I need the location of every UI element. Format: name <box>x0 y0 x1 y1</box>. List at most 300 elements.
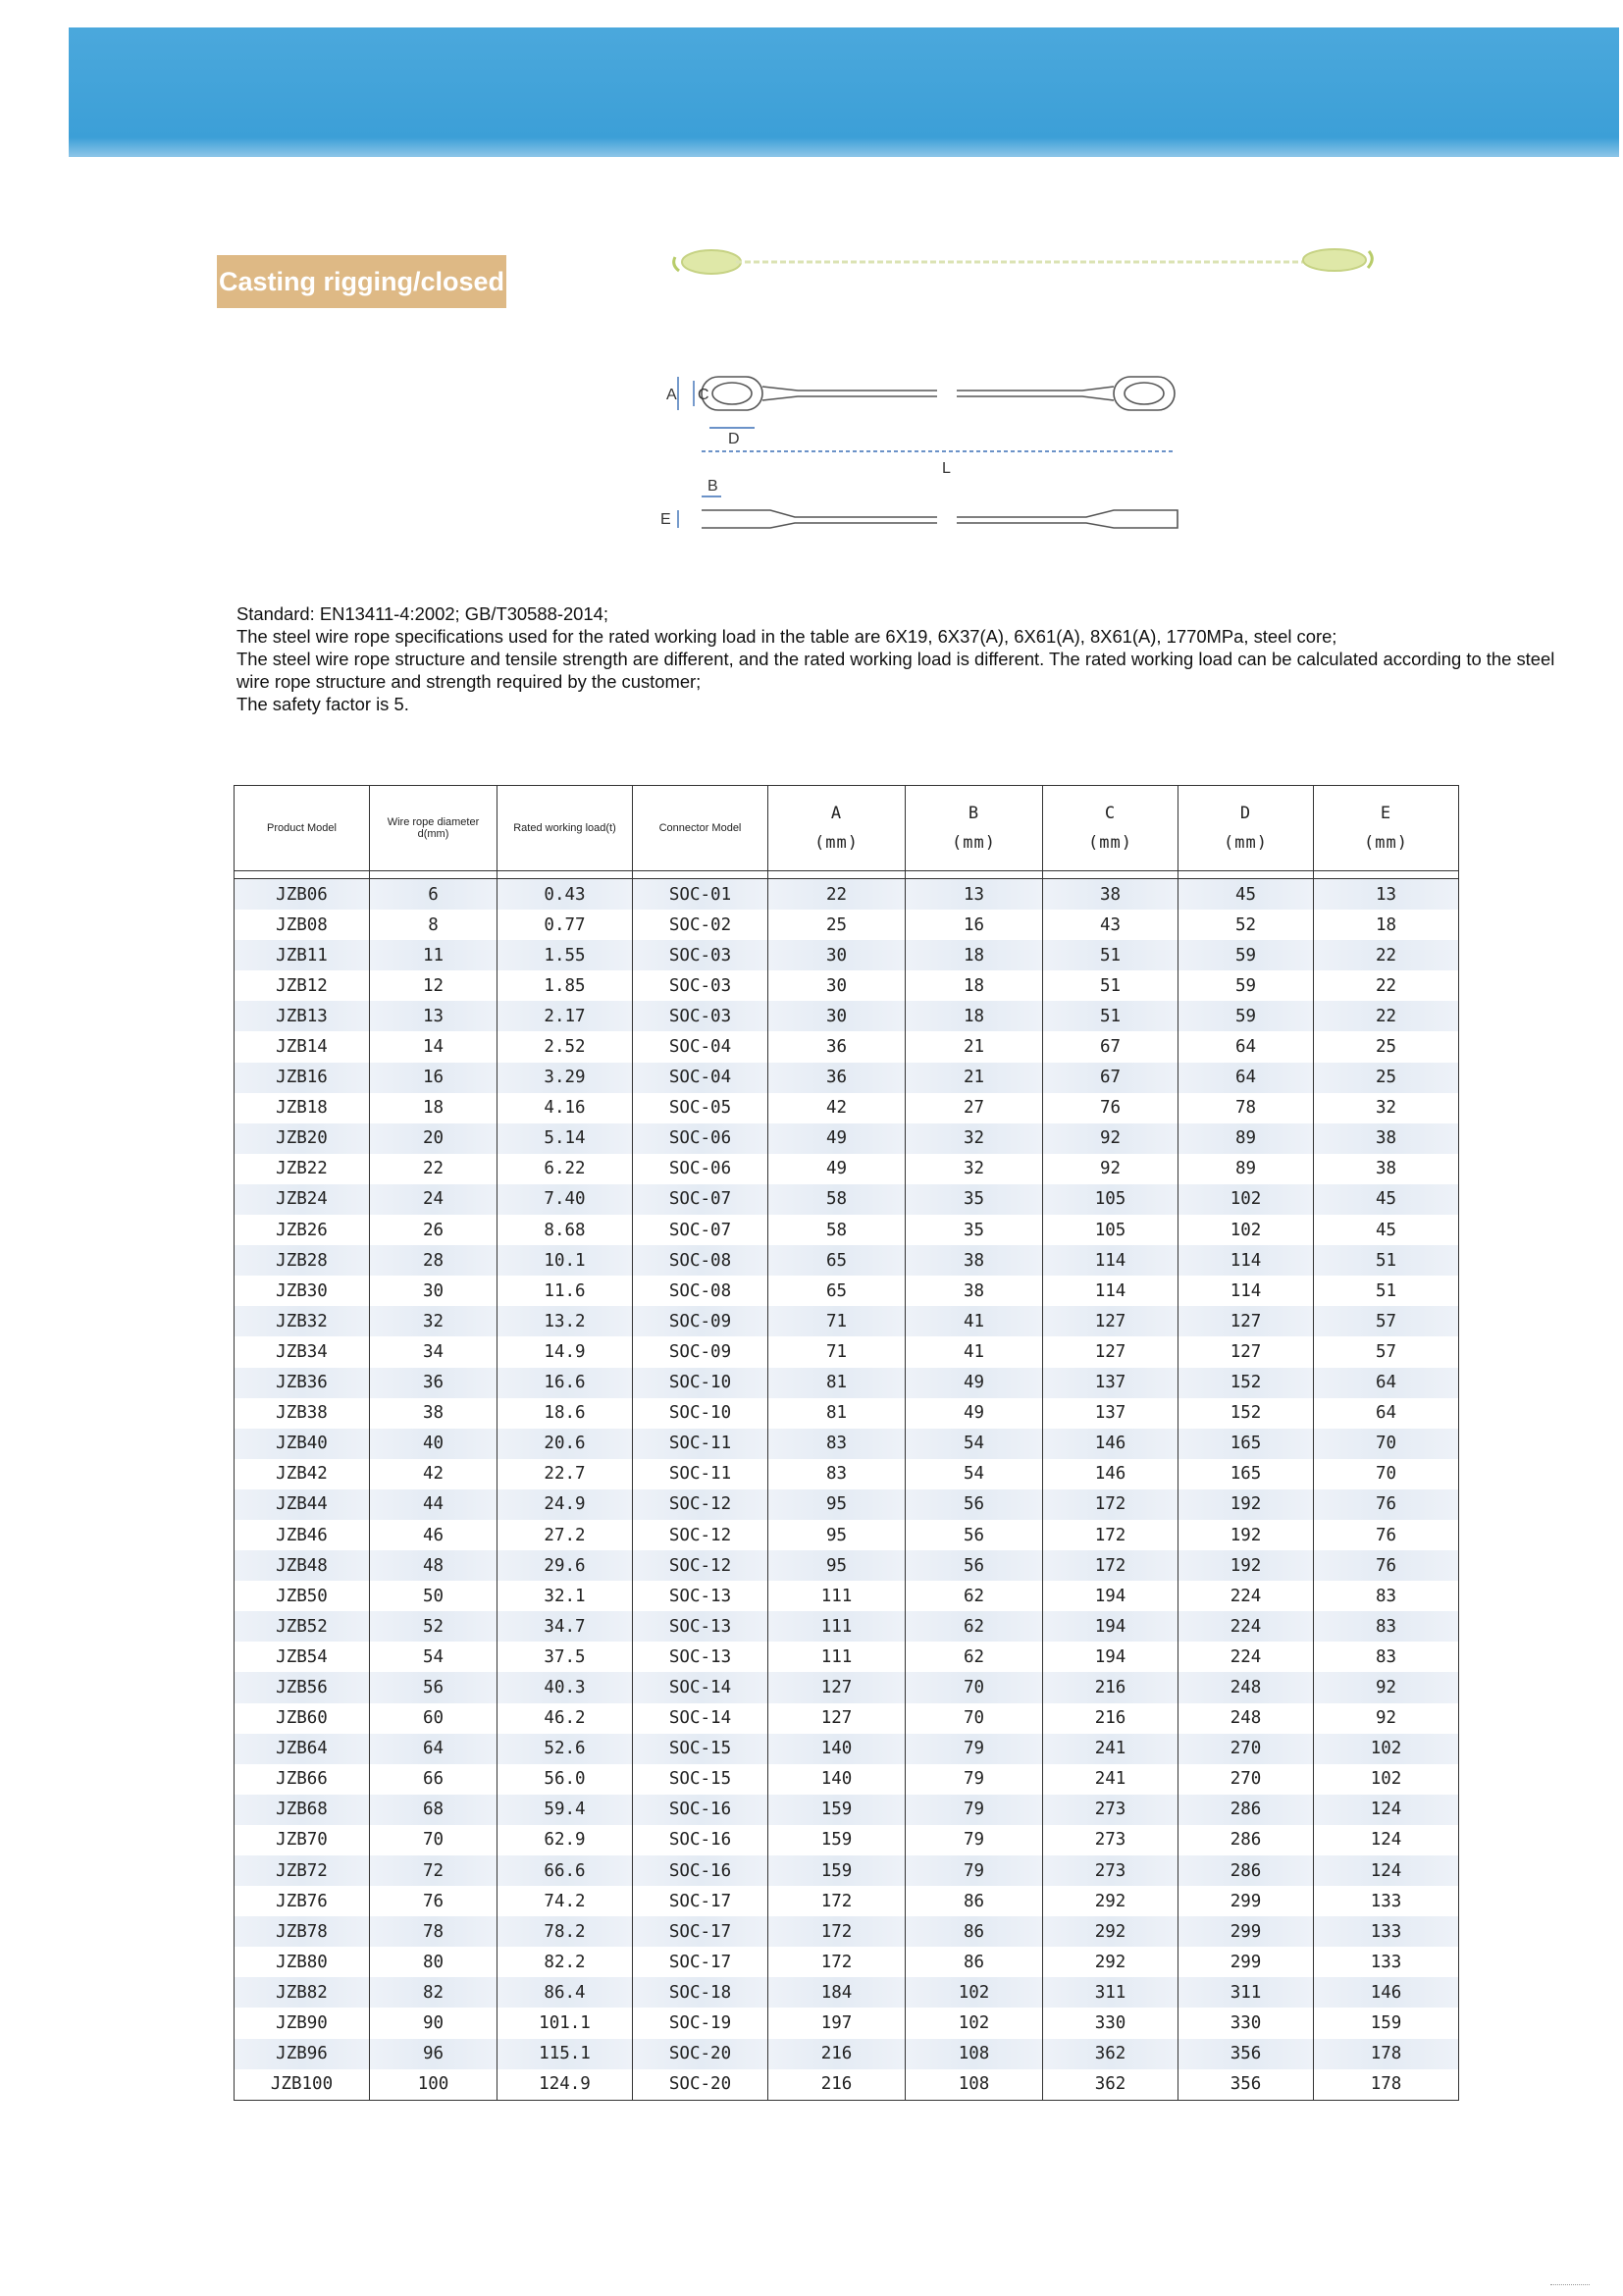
cell-wire-diameter: 78 <box>370 1916 497 1947</box>
cell-dim-c: 146 <box>1043 1459 1178 1489</box>
table-row <box>235 1977 1459 2008</box>
cell-dim-a: 25 <box>768 910 906 940</box>
cell-dim-c: 273 <box>1043 1795 1178 1825</box>
cell-connector-model: SOC-04 <box>633 1031 768 1062</box>
cell-rated-load: 66.6 <box>497 1855 633 1886</box>
cell-wire-diameter: 36 <box>370 1368 497 1398</box>
table-row <box>235 940 1459 970</box>
table-row <box>235 1703 1459 1734</box>
cell-product-model: JZB76 <box>235 1886 370 1916</box>
cell-product-model: JZB90 <box>235 2008 370 2038</box>
label-c: C <box>698 387 709 403</box>
cell-connector-model: SOC-06 <box>633 1154 768 1184</box>
cell-dim-b: 108 <box>906 2039 1043 2069</box>
cell-rated-load: 115.1 <box>497 2039 633 2069</box>
cell-connector-model: SOC-17 <box>633 1947 768 1977</box>
header-a: A (mm) <box>768 786 906 871</box>
cell-dim-e: 70 <box>1314 1459 1459 1489</box>
cell-wire-diameter: 28 <box>370 1245 497 1276</box>
cell-dim-e: 57 <box>1314 1306 1459 1336</box>
cell-wire-diameter: 32 <box>370 1306 497 1336</box>
table-row <box>235 1429 1459 1459</box>
note-rope-spec: The steel wire rope specifications used for the rated working load in the table are 6X19, 6X37(A), 6X61(A), 8X61(A), 1770MPa, steel core; <box>236 626 1337 647</box>
cell-connector-model: SOC-03 <box>633 1001 768 1031</box>
cell-connector-model: SOC-07 <box>633 1215 768 1245</box>
cell-rated-load: 3.29 <box>497 1063 633 1093</box>
cell-dim-d: 89 <box>1178 1154 1314 1184</box>
cell-dim-e: 133 <box>1314 1886 1459 1916</box>
cell-product-model: JZB96 <box>235 2039 370 2069</box>
product-photo <box>667 235 1384 285</box>
header-d: D (mm) <box>1178 786 1314 871</box>
cell-dim-b: 35 <box>906 1215 1043 1245</box>
table-row <box>235 1245 1459 1276</box>
cell-dim-e: 22 <box>1314 970 1459 1001</box>
cell-wire-diameter: 44 <box>370 1489 497 1520</box>
cell-dim-b: 41 <box>906 1336 1043 1367</box>
note-structure: The steel wire rope structure and tensile strength are different, and the rated working load is different. The rated working load can be calculated according to the steel wire rope structure and strength required by the customer; <box>236 649 1555 692</box>
cell-rated-load: 6.22 <box>497 1154 633 1184</box>
cell-dim-d: 286 <box>1178 1855 1314 1886</box>
cell-dim-a: 22 <box>768 879 906 911</box>
cell-rated-load: 37.5 <box>497 1642 633 1672</box>
cell-rated-load: 8.68 <box>497 1215 633 1245</box>
cell-dim-c: 38 <box>1043 879 1178 911</box>
cell-dim-b: 18 <box>906 970 1043 1001</box>
cell-dim-e: 76 <box>1314 1520 1459 1550</box>
cell-product-model: JZB70 <box>235 1825 370 1855</box>
cell-rated-load: 74.2 <box>497 1886 633 1916</box>
cell-dim-e: 83 <box>1314 1611 1459 1642</box>
cell-connector-model: SOC-11 <box>633 1429 768 1459</box>
cell-connector-model: SOC-09 <box>633 1306 768 1336</box>
cell-dim-d: 165 <box>1178 1459 1314 1489</box>
cell-wire-diameter: 60 <box>370 1703 497 1734</box>
cell-rated-load: 0.43 <box>497 879 633 911</box>
table-row <box>235 1825 1459 1855</box>
cell-rated-load: 2.52 <box>497 1031 633 1062</box>
cell-dim-b: 21 <box>906 1063 1043 1093</box>
cell-dim-d: 299 <box>1178 1916 1314 1947</box>
cell-dim-a: 172 <box>768 1886 906 1916</box>
cell-product-model: JZB42 <box>235 1459 370 1489</box>
cell-dim-c: 362 <box>1043 2069 1178 2101</box>
cell-dim-b: 27 <box>906 1093 1043 1123</box>
cell-rated-load: 11.6 <box>497 1276 633 1306</box>
cell-dim-d: 330 <box>1178 2008 1314 2038</box>
cell-dim-e: 51 <box>1314 1245 1459 1276</box>
cell-dim-d: 224 <box>1178 1581 1314 1611</box>
note-safety-factor: The safety factor is 5. <box>236 694 409 714</box>
cell-dim-c: 137 <box>1043 1368 1178 1398</box>
cell-dim-b: 41 <box>906 1306 1043 1336</box>
cell-wire-diameter: 11 <box>370 940 497 970</box>
cell-dim-a: 159 <box>768 1825 906 1855</box>
cell-rated-load: 18.6 <box>497 1398 633 1429</box>
cell-dim-e: 178 <box>1314 2039 1459 2069</box>
cell-dim-e: 70 <box>1314 1429 1459 1459</box>
cell-product-model: JZB100 <box>235 2069 370 2101</box>
cell-connector-model: SOC-03 <box>633 970 768 1001</box>
cell-connector-model: SOC-08 <box>633 1245 768 1276</box>
header-band <box>69 27 1619 157</box>
cell-connector-model: SOC-16 <box>633 1825 768 1855</box>
cell-product-model: JZB52 <box>235 1611 370 1642</box>
cell-dim-b: 70 <box>906 1703 1043 1734</box>
cell-wire-diameter: 24 <box>370 1184 497 1215</box>
cell-wire-diameter: 13 <box>370 1001 497 1031</box>
cell-dim-a: 65 <box>768 1245 906 1276</box>
cell-product-model: JZB13 <box>235 1001 370 1031</box>
cell-rated-load: 59.4 <box>497 1795 633 1825</box>
cell-dim-b: 108 <box>906 2069 1043 2101</box>
cell-connector-model: SOC-03 <box>633 940 768 970</box>
cell-product-model: JZB40 <box>235 1429 370 1459</box>
cell-dim-c: 51 <box>1043 940 1178 970</box>
table-row <box>235 970 1459 1001</box>
cell-rated-load: 29.6 <box>497 1550 633 1581</box>
cell-dim-a: 30 <box>768 1001 906 1031</box>
cell-dim-a: 49 <box>768 1154 906 1184</box>
cell-product-model: JZB32 <box>235 1306 370 1336</box>
cell-dim-e: 13 <box>1314 879 1459 911</box>
cell-dim-d: 270 <box>1178 1734 1314 1764</box>
cell-rated-load: 124.9 <box>497 2069 633 2101</box>
cell-dim-e: 124 <box>1314 1825 1459 1855</box>
cell-dim-a: 95 <box>768 1520 906 1550</box>
cell-wire-diameter: 68 <box>370 1795 497 1825</box>
cell-dim-c: 216 <box>1043 1703 1178 1734</box>
table-row <box>235 1093 1459 1123</box>
cell-dim-a: 95 <box>768 1550 906 1581</box>
cell-dim-d: 59 <box>1178 970 1314 1001</box>
cell-dim-a: 65 <box>768 1276 906 1306</box>
cell-product-model: JZB68 <box>235 1795 370 1825</box>
cell-connector-model: SOC-09 <box>633 1336 768 1367</box>
table-row <box>235 1001 1459 1031</box>
cell-connector-model: SOC-19 <box>633 2008 768 2038</box>
cell-product-model: JZB12 <box>235 970 370 1001</box>
cell-wire-diameter: 54 <box>370 1642 497 1672</box>
cell-connector-model: SOC-04 <box>633 1063 768 1093</box>
cell-rated-load: 56.0 <box>497 1764 633 1795</box>
cell-product-model: JZB46 <box>235 1520 370 1550</box>
cell-dim-e: 146 <box>1314 1977 1459 2008</box>
cell-dim-b: 56 <box>906 1550 1043 1581</box>
cell-product-model: JZB22 <box>235 1154 370 1184</box>
cell-dim-a: 140 <box>768 1764 906 1795</box>
cell-dim-e: 76 <box>1314 1489 1459 1520</box>
cell-rated-load: 62.9 <box>497 1825 633 1855</box>
cell-connector-model: SOC-16 <box>633 1855 768 1886</box>
header-c: C (mm) <box>1043 786 1178 871</box>
cell-wire-diameter: 80 <box>370 1947 497 1977</box>
cell-dim-a: 49 <box>768 1123 906 1154</box>
cell-dim-a: 30 <box>768 940 906 970</box>
table-row <box>235 1276 1459 1306</box>
cell-dim-e: 51 <box>1314 1276 1459 1306</box>
cell-dim-e: 45 <box>1314 1184 1459 1215</box>
table-row <box>235 1398 1459 1429</box>
cell-dim-d: 152 <box>1178 1368 1314 1398</box>
cell-dim-b: 54 <box>906 1459 1043 1489</box>
cell-dim-d: 224 <box>1178 1611 1314 1642</box>
cell-product-model: JZB80 <box>235 1947 370 1977</box>
cell-dim-d: 192 <box>1178 1489 1314 1520</box>
cell-dim-e: 83 <box>1314 1581 1459 1611</box>
spec-notes <box>236 602 1591 715</box>
cell-dim-b: 56 <box>906 1489 1043 1520</box>
table-row <box>235 1336 1459 1367</box>
cell-rated-load: 1.85 <box>497 970 633 1001</box>
cell-wire-diameter: 30 <box>370 1276 497 1306</box>
cell-dim-a: 159 <box>768 1855 906 1886</box>
cell-dim-c: 146 <box>1043 1429 1178 1459</box>
table-row <box>235 2008 1459 2038</box>
cell-dim-c: 172 <box>1043 1489 1178 1520</box>
table-row <box>235 2069 1459 2101</box>
cell-wire-diameter: 26 <box>370 1215 497 1245</box>
table-row <box>235 1550 1459 1581</box>
cell-wire-diameter: 8 <box>370 910 497 940</box>
cell-product-model: JZB60 <box>235 1703 370 1734</box>
cell-dim-c: 51 <box>1043 1001 1178 1031</box>
cell-product-model: JZB11 <box>235 940 370 970</box>
cell-rated-load: 7.40 <box>497 1184 633 1215</box>
cell-dim-b: 35 <box>906 1184 1043 1215</box>
cell-dim-a: 111 <box>768 1611 906 1642</box>
cell-dim-a: 172 <box>768 1916 906 1947</box>
cell-dim-a: 172 <box>768 1947 906 1977</box>
cell-dim-c: 67 <box>1043 1031 1178 1062</box>
cell-rated-load: 10.1 <box>497 1245 633 1276</box>
cell-connector-model: SOC-18 <box>633 1977 768 2008</box>
table-row <box>235 1734 1459 1764</box>
cell-dim-c: 194 <box>1043 1581 1178 1611</box>
cell-dim-e: 92 <box>1314 1672 1459 1702</box>
label-a: A <box>666 387 677 403</box>
table-row <box>235 1306 1459 1336</box>
cell-connector-model: SOC-07 <box>633 1184 768 1215</box>
cell-connector-model: SOC-11 <box>633 1459 768 1489</box>
cell-dim-a: 36 <box>768 1031 906 1062</box>
cell-product-model: JZB66 <box>235 1764 370 1795</box>
header-wire-diameter: Wire rope diameter d(mm) <box>370 786 497 871</box>
cell-product-model: JZB36 <box>235 1368 370 1398</box>
cell-rated-load: 20.6 <box>497 1429 633 1459</box>
cell-dim-e: 38 <box>1314 1154 1459 1184</box>
cell-dim-d: 152 <box>1178 1398 1314 1429</box>
cell-dim-c: 241 <box>1043 1734 1178 1764</box>
table-row <box>235 1611 1459 1642</box>
cell-dim-b: 56 <box>906 1520 1043 1550</box>
cell-dim-b: 18 <box>906 940 1043 970</box>
cell-dim-a: 197 <box>768 2008 906 2038</box>
cell-dim-e: 18 <box>1314 910 1459 940</box>
cell-rated-load: 82.2 <box>497 1947 633 1977</box>
cell-connector-model: SOC-14 <box>633 1703 768 1734</box>
cell-rated-load: 86.4 <box>497 1977 633 2008</box>
cell-product-model: JZB50 <box>235 1581 370 1611</box>
cell-dim-c: 292 <box>1043 1886 1178 1916</box>
cell-dim-e: 25 <box>1314 1063 1459 1093</box>
cell-dim-d: 224 <box>1178 1642 1314 1672</box>
cell-dim-c: 92 <box>1043 1154 1178 1184</box>
cell-dim-e: 102 <box>1314 1764 1459 1795</box>
cell-dim-b: 16 <box>906 910 1043 940</box>
cell-dim-b: 62 <box>906 1642 1043 1672</box>
cell-dim-c: 127 <box>1043 1306 1178 1336</box>
cell-product-model: JZB08 <box>235 910 370 940</box>
section-title-badge: Casting rigging/closed <box>217 255 506 308</box>
table-row <box>235 1520 1459 1550</box>
cell-dim-c: 114 <box>1043 1276 1178 1306</box>
cell-dim-e: 25 <box>1314 1031 1459 1062</box>
cell-wire-diameter: 40 <box>370 1429 497 1459</box>
cell-dim-d: 127 <box>1178 1306 1314 1336</box>
cell-connector-model: SOC-14 <box>633 1672 768 1702</box>
cell-wire-diameter: 46 <box>370 1520 497 1550</box>
cell-dim-a: 83 <box>768 1459 906 1489</box>
cell-rated-load: 78.2 <box>497 1916 633 1947</box>
table-row <box>235 2039 1459 2069</box>
table-row <box>235 1063 1459 1093</box>
cell-wire-diameter: 72 <box>370 1855 497 1886</box>
cell-dim-d: 45 <box>1178 879 1314 911</box>
cell-connector-model: SOC-15 <box>633 1764 768 1795</box>
cell-wire-diameter: 12 <box>370 970 497 1001</box>
cell-rated-load: 101.1 <box>497 2008 633 2038</box>
cell-dim-a: 216 <box>768 2069 906 2101</box>
cell-rated-load: 32.1 <box>497 1581 633 1611</box>
header-product-model: Product Model <box>235 786 370 871</box>
cell-product-model: JZB72 <box>235 1855 370 1886</box>
cell-dim-c: 137 <box>1043 1398 1178 1429</box>
label-b: B <box>707 478 718 495</box>
table-row <box>235 1855 1459 1886</box>
cell-dim-e: 64 <box>1314 1368 1459 1398</box>
cell-dim-a: 95 <box>768 1489 906 1520</box>
cell-dim-a: 127 <box>768 1703 906 1734</box>
label-d: D <box>728 431 740 447</box>
cell-product-model: JZB30 <box>235 1276 370 1306</box>
cell-rated-load: 22.7 <box>497 1459 633 1489</box>
cell-rated-load: 0.77 <box>497 910 633 940</box>
cell-dim-c: 216 <box>1043 1672 1178 1702</box>
cell-dim-a: 36 <box>768 1063 906 1093</box>
cell-connector-model: SOC-10 <box>633 1398 768 1429</box>
cell-connector-model: SOC-16 <box>633 1795 768 1825</box>
cell-dim-d: 52 <box>1178 910 1314 940</box>
cell-wire-diameter: 52 <box>370 1611 497 1642</box>
cell-dim-e: 133 <box>1314 1947 1459 1977</box>
table-row <box>235 1581 1459 1611</box>
cell-product-model: JZB82 <box>235 1977 370 2008</box>
cell-dim-b: 86 <box>906 1916 1043 1947</box>
cell-dim-b: 49 <box>906 1398 1043 1429</box>
cell-dim-d: 192 <box>1178 1550 1314 1581</box>
cell-dim-a: 81 <box>768 1398 906 1429</box>
cell-rated-load: 4.16 <box>497 1093 633 1123</box>
table-header-row <box>235 786 1459 871</box>
cell-product-model: JZB44 <box>235 1489 370 1520</box>
table-row <box>235 1795 1459 1825</box>
cell-dim-d: 64 <box>1178 1063 1314 1093</box>
cell-dim-c: 43 <box>1043 910 1178 940</box>
cell-wire-diameter: 14 <box>370 1031 497 1062</box>
cell-rated-load: 1.55 <box>497 940 633 970</box>
table-row <box>235 1184 1459 1215</box>
cell-connector-model: SOC-01 <box>633 879 768 911</box>
cell-connector-model: SOC-12 <box>633 1550 768 1581</box>
cell-connector-model: SOC-13 <box>633 1611 768 1642</box>
cell-rated-load: 24.9 <box>497 1489 633 1520</box>
cell-dim-e: 76 <box>1314 1550 1459 1581</box>
cell-rated-load: 13.2 <box>497 1306 633 1336</box>
cell-dim-b: 13 <box>906 879 1043 911</box>
header-connector-model: Connector Model <box>633 786 768 871</box>
cell-rated-load: 27.2 <box>497 1520 633 1550</box>
cell-connector-model: SOC-12 <box>633 1520 768 1550</box>
cell-connector-model: SOC-17 <box>633 1886 768 1916</box>
cell-rated-load: 40.3 <box>497 1672 633 1702</box>
cell-dim-d: 356 <box>1178 2039 1314 2069</box>
cell-dim-c: 67 <box>1043 1063 1178 1093</box>
cell-dim-d: 127 <box>1178 1336 1314 1367</box>
table-row <box>235 879 1459 911</box>
cell-product-model: JZB06 <box>235 879 370 911</box>
cell-wire-diameter: 34 <box>370 1336 497 1367</box>
cell-connector-model: SOC-05 <box>633 1093 768 1123</box>
cell-dim-e: 124 <box>1314 1855 1459 1886</box>
cell-connector-model: SOC-17 <box>633 1916 768 1947</box>
cell-wire-diameter: 48 <box>370 1550 497 1581</box>
cell-dim-b: 21 <box>906 1031 1043 1062</box>
cell-connector-model: SOC-08 <box>633 1276 768 1306</box>
cell-wire-diameter: 50 <box>370 1581 497 1611</box>
cell-dim-d: 286 <box>1178 1795 1314 1825</box>
table-row <box>235 1886 1459 1916</box>
cell-dim-e: 133 <box>1314 1916 1459 1947</box>
cell-dim-d: 286 <box>1178 1825 1314 1855</box>
cell-connector-model: SOC-20 <box>633 2039 768 2069</box>
cell-product-model: JZB18 <box>235 1093 370 1123</box>
cell-connector-model: SOC-20 <box>633 2069 768 2101</box>
cell-dim-c: 194 <box>1043 1642 1178 1672</box>
cell-product-model: JZB54 <box>235 1642 370 1672</box>
cell-wire-diameter: 20 <box>370 1123 497 1154</box>
cell-dim-c: 51 <box>1043 970 1178 1001</box>
cell-dim-a: 111 <box>768 1642 906 1672</box>
cell-dim-d: 248 <box>1178 1672 1314 1702</box>
cell-dim-b: 86 <box>906 1886 1043 1916</box>
cell-wire-diameter: 56 <box>370 1672 497 1702</box>
cell-dim-b: 79 <box>906 1825 1043 1855</box>
cell-product-model: JZB48 <box>235 1550 370 1581</box>
cell-wire-diameter: 22 <box>370 1154 497 1184</box>
cell-dim-b: 79 <box>906 1764 1043 1795</box>
cell-product-model: JZB56 <box>235 1672 370 1702</box>
cell-dim-a: 184 <box>768 1977 906 2008</box>
cell-rated-load: 16.6 <box>497 1368 633 1398</box>
cell-dim-d: 102 <box>1178 1184 1314 1215</box>
cell-dim-d: 114 <box>1178 1276 1314 1306</box>
cell-product-model: JZB28 <box>235 1245 370 1276</box>
cell-dim-b: 79 <box>906 1855 1043 1886</box>
cell-dim-a: 140 <box>768 1734 906 1764</box>
cell-dim-c: 273 <box>1043 1855 1178 1886</box>
cell-rated-load: 46.2 <box>497 1703 633 1734</box>
